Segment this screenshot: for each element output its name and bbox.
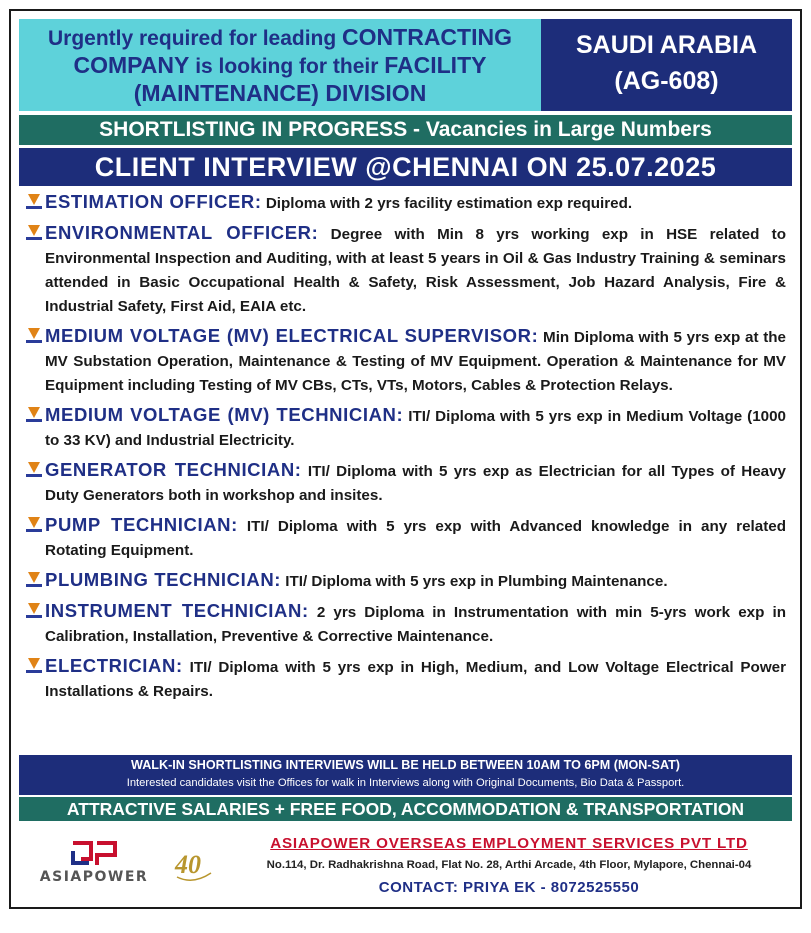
headline-middle: is looking for their — [189, 55, 385, 78]
down-arrow-bullet-icon — [25, 657, 45, 677]
country-name: SAUDI ARABIA — [575, 31, 758, 59]
walkin-instructions: Interested candidates visit the Offices for walk in Interviews along with Original Documents, Bio Data & Passport. — [126, 777, 685, 789]
job-title: MEDIUM VOLTAGE (MV) TECHNICIAN: — [45, 404, 404, 425]
job-item — [25, 654, 786, 704]
job-advert-page — [9, 9, 802, 909]
asiapower-logo — [29, 833, 219, 895]
job-description: ITI/ Diploma with 5 yrs exp with Advanced knowledge in any related Rotating Equipment. — [45, 518, 786, 559]
job-item — [25, 221, 786, 319]
job-list — [25, 190, 786, 704]
headline-division: (MAINTENANCE) DIVISION — [133, 80, 427, 106]
header-row — [19, 19, 792, 111]
job-title: ENVIRONMENTAL OFFICER: — [45, 222, 319, 243]
job-item — [25, 513, 786, 563]
down-arrow-bullet-icon — [25, 461, 45, 481]
anniversary-badge-icon — [171, 843, 215, 887]
job-description: ITI/ Diploma with 5 yrs exp as Electrician for all Types of Heavy Duty Generators both in workshop and insites. — [45, 463, 786, 504]
benefits-banner: ATTRACTIVE SALARIES + FREE FOOD, ACCOMMODATION & TRANSPORTATION — [19, 797, 792, 821]
job-title: INSTRUMENT TECHNICIAN: — [45, 600, 309, 621]
job-item — [25, 324, 786, 398]
asiapower-logo-icon — [69, 839, 119, 869]
headline-prefix: Urgently required for leading — [48, 27, 343, 50]
job-title: ESTIMATION OFFICER: — [45, 191, 262, 212]
walkin-banner — [19, 755, 792, 795]
job-title: PLUMBING TECHNICIAN: — [45, 569, 282, 590]
down-arrow-bullet-icon — [25, 327, 45, 347]
job-description: Min Diploma with 5 yrs exp at the MV Substation Operation, Maintenance & Testing of MV Equipment. Operation & Maintenance for MV Equipment including Testing of MV CBs, CTs, VTs, Motors, Cables & Protection Relays. — [45, 329, 786, 394]
headline-contracting: CONTRACTING — [342, 24, 512, 50]
headline — [19, 19, 541, 111]
down-arrow-bullet-icon — [25, 602, 45, 622]
interview-banner: CLIENT INTERVIEW @CHENNAI ON 25.07.2025 — [19, 148, 792, 186]
job-item — [25, 458, 786, 508]
job-title: ELECTRICIAN: — [45, 655, 183, 676]
job-item — [25, 403, 786, 453]
job-title: PUMP TECHNICIAN: — [45, 514, 238, 535]
headline-facility: FACILITY — [384, 52, 487, 78]
down-arrow-bullet-icon — [25, 571, 45, 591]
job-description: ITI/ Diploma with 5 yrs exp in High, Medium, and Low Voltage Electrical Power Installations & Repairs. — [45, 659, 786, 700]
job-title: GENERATOR TECHNICIAN: — [45, 459, 302, 480]
company-name: ASIAPOWER OVERSEAS EMPLOYMENT SERVICES PVT LTD — [270, 835, 748, 852]
job-item — [25, 599, 786, 649]
down-arrow-bullet-icon — [25, 406, 45, 426]
job-description: Diploma with 2 yrs facility estimation exp required. — [261, 195, 633, 212]
job-item — [25, 190, 786, 216]
anniversary-number: 40 — [175, 850, 201, 879]
company-address: No.114, Dr. Radhakrishna Road, Flat No. 28, Arthi Arcade, 4th Floor, Mylapore, Chennai-04 — [266, 859, 752, 871]
headline-company: COMPANY — [73, 52, 190, 78]
advert-code: (AG-608) — [614, 67, 719, 95]
job-item — [25, 568, 786, 594]
down-arrow-bullet-icon — [25, 224, 45, 244]
walkin-hours: WALK-IN SHORTLISTING INTERVIEWS WILL BE HELD BETWEEN 10AM TO 6PM (MON-SAT) — [131, 758, 680, 772]
contact-line: CONTACT: PRIYA EK - 8072525550 — [378, 879, 640, 896]
job-description: Degree with Min 8 yrs working exp in HSE related to Environmental Inspection and Auditing, with at least 5 years in Oil & Gas Industry Training & seminars attended in Basic Occupational Health & Safety, Risk Assessment, Job Hazard Analysis, Fire & Industrial Safety, First Aid, EAIA etc. — [45, 226, 786, 315]
headline-line-2 — [19, 52, 541, 80]
job-description: 2 yrs Diploma in Instrumentation with min 5-yrs work exp in Calibration, Installation, Preventive & Corrective Maintenance. — [45, 604, 786, 645]
country-box — [541, 19, 792, 111]
job-title: MEDIUM VOLTAGE (MV) ELECTRICAL SUPERVISOR: — [45, 325, 539, 346]
logo-wordmark: ASIAPOWER — [39, 869, 149, 885]
shortlisting-banner: SHORTLISTING IN PROGRESS - Vacancies in Large Numbers — [19, 115, 792, 145]
job-description: ITI/ Diploma with 5 yrs exp in Plumbing Maintenance. — [281, 573, 668, 590]
down-arrow-bullet-icon — [25, 193, 45, 213]
headline-line-1 — [19, 24, 541, 52]
footer — [19, 825, 792, 903]
down-arrow-bullet-icon — [25, 516, 45, 536]
job-description: ITI/ Diploma with 5 yrs exp in Medium Voltage (1000 to 33 KV) and Industrial Electricity. — [45, 408, 786, 449]
